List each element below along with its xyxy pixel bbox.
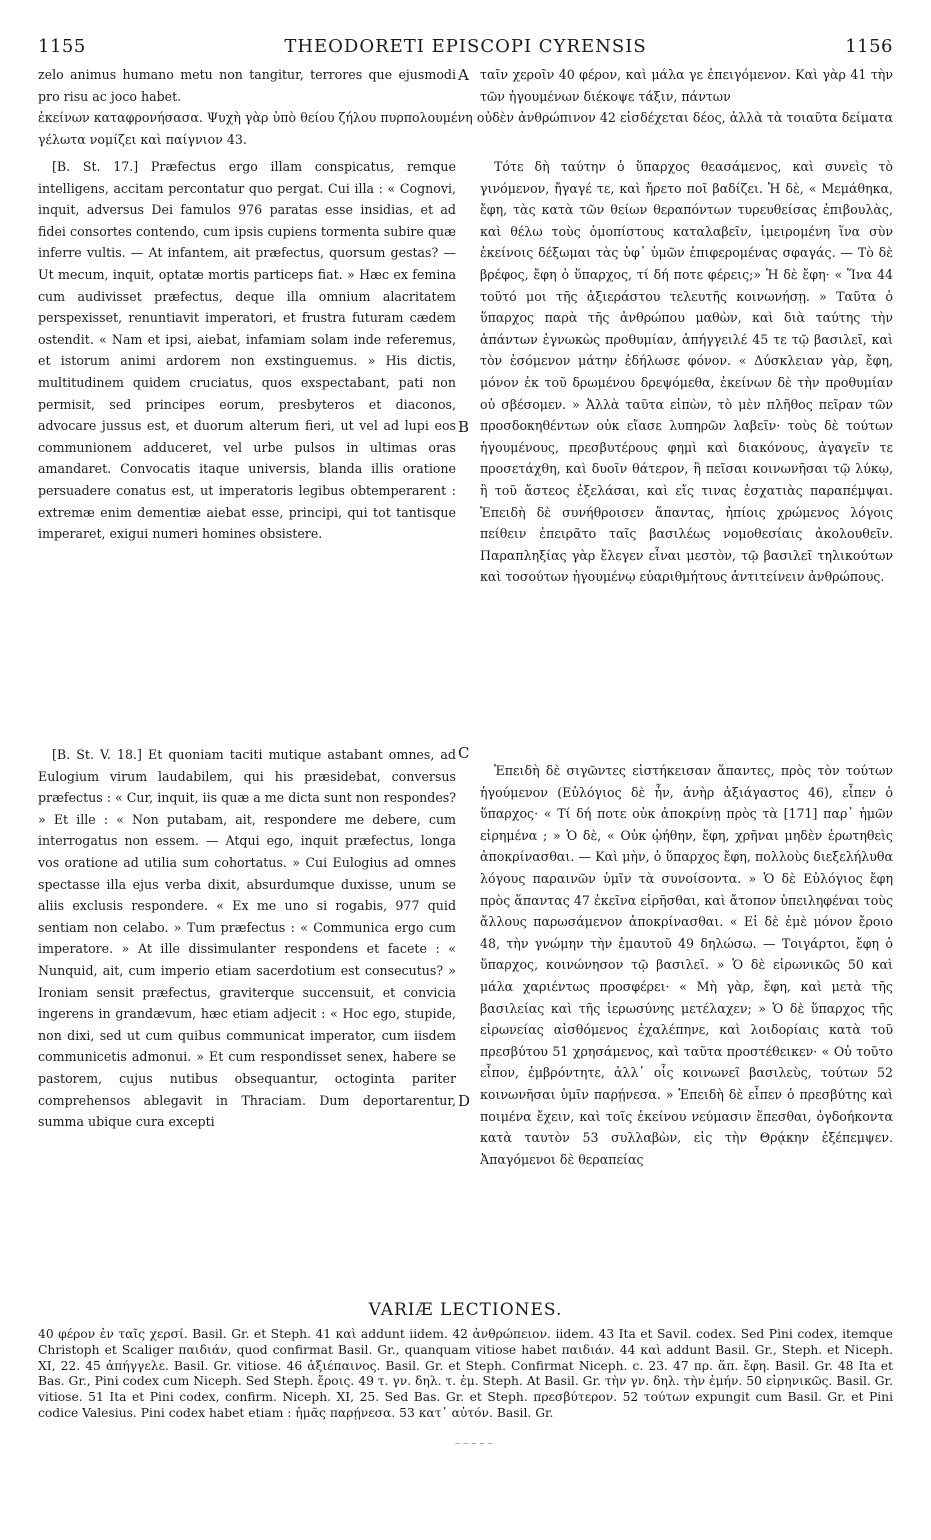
margin-letter-d: D bbox=[458, 1092, 471, 1110]
greek-fullwidth-line: ἐκείνων καταφρονήσασα. Ψυχὴ γὰρ ὑπὸ θείου ζήλου πυρπολουμένη οὐδὲν ἀνθρώπινον 42 εἰσδέχεται δέος, ἀλλὰ τὰ τοιαῦτα δείματα γέλωτα νομίζει καὶ παίγνιον 43. bbox=[38, 110, 893, 147]
greek-paragraph-1: Τότε δὴ ταύτην ὁ ὕπαρχος θεασάμενος, καὶ συνεὶς τὸ γινόμενον, ἤγαγέ τε, καὶ ἤρετο ποῖ βαδίζει. Ἡ δὲ, « Μεμάθηκα, ἔφη, τὰς κατὰ τῶν θείων θεραπόντων τυρευθείσας ἐπιβουλὰς, καὶ θέλω τοὺς ὁμοπίστους καταλαβεῖν, ἱμειρομένη ἵνα σὺν ἐκείνοις δέξωμαι τὰς ὑφ᾽ ὑμῶν ἐπιφερομένας σφαγάς. — Τὸ δὲ βρέφος, ἔφη ὁ ὕπαρχος, τί δή ποτε φέρεις;» Ἡ δὲ ἔφη· « Ἵνα 44 τοῦτό μοι τῆς ἀξιεράστου τελευτῆς κοινωνήσῃ. » Ταῦτα ὁ ὕπαρχος παρὰ τῆς ἀνθρώπου μαθὼν, καὶ διὰ ταύτης τὴν ἁπάντων ἐγνωκὼς προθυμίαν, ἀπήγγειλέ 45 τε τῷ βασιλεῖ, καὶ τὸν ἐσόμενον μάτην ἐδήλωσε φόνον. « Δύσκλειαν γὰρ, ἔφη, μόνον ἐκ τοῦ δρωμένου δρεψόμεθα, ἐκείνων δὲ τὴν προθυμίαν οὐ σβέσομεν. » Ἀλλὰ ταῦτα εἰπὼν, τὸ μὲν πλῆθος πεῖραν τῶν προσδοκηθέντων οὐκ εἴασε λυπηρῶν λαβεῖν· τοὺς δὲ τούτων ἡγουμένους, πρεσβυτέρους φημὶ καὶ διακόνους, ἀγαγεῖν τε προσετάχθη, καὶ δυοῖν θάτερον, ἢ πεῖσαι κοινωνῆσαι τῷ λύκῳ, ἢ τοῦ ἄστεος ἐξελάσαι, καὶ εἴς τινας ἐσχατιὰς παραπέμψαι. Ἐπειδὴ δὲ συνήθροισεν ἅπαντας, ἠπίοις χρώμενος λόγοις πείθειν ἐπειρᾶτο ταῖς βασιλέως νομοθεσίαις ἀκολουθεῖν. Παραπληξίας γὰρ ἔλεγεν εἶναι μεστὸν, τῷ βασιλεῖ τηλικούτων καὶ τοσούτων ἡγουμένῳ εὐαριθμήτους ἀντιτείνειν ἀνθρώπους. bbox=[480, 159, 893, 585]
variae-lectiones-notes: 40 φέρον ἐν ταῖς χερσί. Basil. Gr. et Steph. 41 καὶ addunt iidem. 42 ἀνθρώπειον. iidem. 43 Ita et Savil. codex. Sed Pini codex, itemque Christoph et Scaliger παιδιάν, quod confirmat Basil. Gr., quanquam vitiose habet παιδιάν. 44 καὶ addunt Basil. Gr., Steph. et Niceph. XI, 22. 45 ἀπήγγελε. Basil. Gr. vitiose. 46 ἀξιέπαινος. Basil. Gr. et Steph. Confirmat Niceph. c. 23. 47 πρ. ἅπ. ἔφη. Basil. Gr. 48 Ita et Bas. Gr., Pini codex cum Niceph. Sed Steph. ἔροις. 49 τ. γν. δηλ. τ. ἐμ. Steph. At Basil. Gr. τὴν γν. δηλ. τὴν ἐμήν. 50 εἰρηνικῶς. Basil. Gr. vitiose. 51 Ita et Pini codex, confirm. Niceph. XI, 25. Sed Bas. Gr. et Steph. πρεσβύτερον. 52 τούτων expungit cum Basil. Gr. et Pini codice Valesius. Pini codex habet etiam : ἡμᾶς παρῄνεσα. 53 κατ᾽ αὐτόν. Basil. Gr. bbox=[38, 1327, 893, 1420]
margin-letter-a: A bbox=[458, 66, 469, 84]
latin-column-paragraph-1 bbox=[38, 156, 456, 545]
variae-lectiones-heading: VARIÆ LECTIONES. bbox=[368, 1300, 563, 1320]
margin-letter-b: B bbox=[458, 418, 470, 436]
end-rule: – – – – – bbox=[455, 1438, 493, 1449]
latin-paragraph-1: [B. St. 17.] Præfectus ergo illam conspicatus, remque intelligens, accitam percontatur quo pergat. Cui illa : « Cognovi, inquit, adversus Dei famulos 976 paratas esse insidias, et ad fidei consortes contendo, cum ipsis cupiens tormenta subire quæ inferre vultis. — At infantem, ait præfectus, quorsum gestas? — Ut mecum, inquit, optatæ mortis particeps fiat. » Hæc ex femina cum audivisset præfectus, deque illa omnium alacritatem perspexisset, renuntiavit imperatori, et frustra futuram cædem ostendit. « Nam et ipsi, aiebat, infamiam solam inde referemus, et istorum animi ardorem non exstinguemus. » His dictis, multitudinem quidem cruciatus, quos exspectabant, pati non permisit, sed principes eorum, presbyteros et diaconos, advocare jussus est, et duorum alterum fieri, ut vel ad lupi eos communionem adduceret, vel urbe pulsos in ultimas oras amandaret. Convocatis itaque universis, blanda illis oratione persuadere conatus est, ut imperatoris legibus obtemperarent : extremæ enim dementiæ aiebat esse, principi, qui tot tantisque imperaret, exigui numeri homines obsistere. bbox=[38, 159, 456, 542]
page-number-right: 1156 bbox=[845, 36, 893, 57]
greek-paragraph-2: Ἐπειδὴ δὲ σιγῶντες εἱστήκεισαν ἅπαντες, πρὸς τὸν τούτων ἡγούμενον (Εὐλόγιος δὲ ἦν, ἀνὴρ ἀξιάγαστος 46), εἶπεν ὁ ὕπαρχος· « Τί δή ποτε οὐκ ἀποκρίνῃ πρὸς τὰ [171] παρ᾽ ἡμῶν εἰρημένα ; » Ὁ δὲ, « Οὐκ ᾠήθην, ἔφη, χρῆναι μηδὲν ἐρωτηθεὶς ἀποκρίνασθαι. — Καὶ μὴν, ὁ ὕπαρχος ἔφη, πολλοὺς διεξελήλυθα λόγους παραινῶν ὑμῖν τὰ συνοίσοντα. » Ὁ δὲ Εὐλόγιος ἔφη πρὸς ἅπαντας 47 ἐκεῖνα εἰρῆσθαι, καὶ ἄτοπον ὑπειληφέναι τοὺς ἄλλους παρωσάμενον ἀποκρίνασθαι. « Εἰ δὲ ἐμὲ μόνον ἔροιο 48, τὴν γνώμην τὴν ἐμαυτοῦ 49 δηλώσω. — Τοιγάρτοι, ἔφη ὁ ὕπαρχος, κοινώνησον τῷ βασιλεῖ. » Ὁ δὲ εἰρωνικῶς 50 καὶ μάλα χαριέντως προσφέρει· « Μὴ γὰρ, ἔφη, καὶ μετὰ τῆς βασιλείας καὶ τῆς ἱερωσύνης μετέλαχεν; » Ὁ δὲ ὕπαρχος τῆς εἰρωνείας αἰσθόμενος ἐχαλέπηνε, καὶ λοιδορίαις κατὰ τοῦ πρεσβύτου 51 χρησάμενος, καὶ ταῦτα προστέθεικεν· « Οὐ τοῦτο εἶπον, ἐμβρόντητε, ἀλλ᾽ οἷς κοινωνεῖ βασιλεὺς, τούτων 52 κοινωνῆσαι ὑμῖν παρῄνεσα. » Ἐπειδὴ δὲ εἶπεν ὁ πρεσβύτης καὶ ποιμένα ἔχειν, καὶ τοῖς ἐκείνου νεύμασιν ἕπεσθαι, ὀγδοήκοντα κατὰ ταυτὸν 53 συλλαβὼν, εἰς τὴν Θρᾴκην ἐξέπεμψεν. Ἀπαγόμενοι δὲ θεραπείας bbox=[480, 763, 893, 1167]
greek-continuation: ταῖν χεροῖν 40 φέρον, καὶ μάλα γε ἐπειγόμενον. Καὶ γὰρ 41 τὴν τῶν ἡγουμένων διέκοψε τάξιν, πάντων bbox=[480, 67, 893, 104]
latin-paragraph-2: [B. St. V. 18.] Et quoniam taciti mutique astabant omnes, ad Eulogium virum laudabilem, qui his præsidebat, conversus præfectus : « Cur, inquit, iis quæ a me dicta sunt non respondes? » Et ille : « Non putabam, ait, respondere me debere, cum interrogatus non essem. — Atqui ego, inquit præfectus, longa vos oratione ad utilia sum cohortatus. » Cui Eulogius ad omnes spectasse illa ejus verba dixit, absurdumque duxisse, unum se aliis exclusis respondere. « Ex me uno si rogabis, 977 quid sentiam non celabo. » Tum præfectus : « Communica ergo cum imperatore. » At ille dissimulanter respondens et facete : « Nunquid, ait, cum imperio etiam sacerdotium est consecutus? » Ironiam sensit præfectus, graviterque succensuit, et convicia ingerens in grandævum, hæc etiam adjecit : « Hoc ego, stupide, non dixi, sed ut cum quibus communicat imperator, cum iisdem communicetis admonui. » Et cum respondisset senex, habere se pastorem, cujus nutibus obsequantur, octoginta pariter comprehensos ablegavit in Thraciam. Dum deportarentur, summa ubique cura excepti bbox=[38, 747, 456, 1130]
greek-column-paragraph-2 bbox=[480, 760, 893, 1170]
page-header bbox=[38, 36, 893, 62]
greek-column-paragraph-1 bbox=[480, 156, 893, 588]
page-number-left: 1155 bbox=[38, 36, 86, 57]
margin-letter-c: C bbox=[458, 744, 470, 762]
latin-continuation: zelo animus humano metu non tangitur, terrores que ejusmodi pro risu ac joco habet. bbox=[38, 67, 456, 104]
latin-column-paragraph-2 bbox=[38, 744, 456, 1133]
running-title: THEODORETI EPISCOPI CYRENSIS bbox=[284, 36, 647, 57]
